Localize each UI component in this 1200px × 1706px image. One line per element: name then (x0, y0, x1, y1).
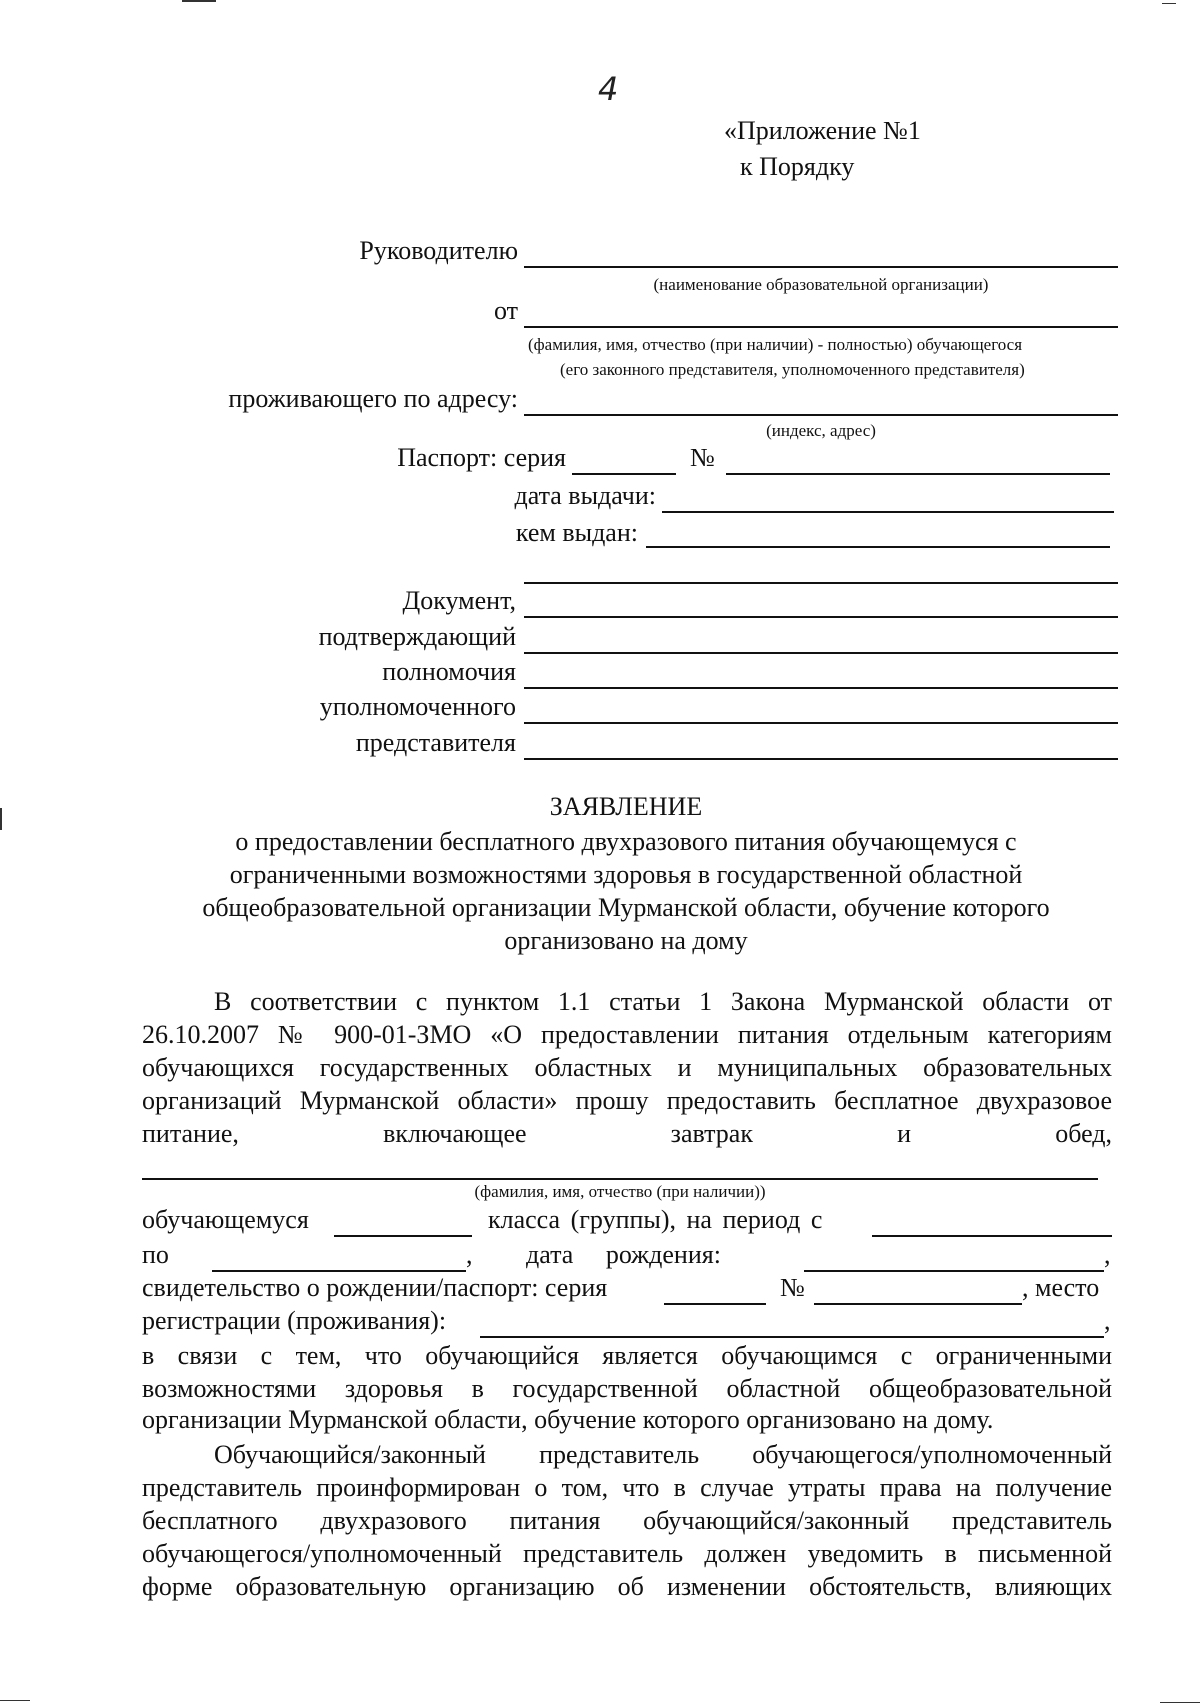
comma-1: , (466, 1240, 473, 1269)
doc-label-3: полномочия (382, 657, 516, 686)
para1-line-3: обучающихся государственных областных и муниципальных образовательных (142, 1053, 1112, 1082)
recipient-hint: (наименование образовательной организации) (653, 275, 989, 294)
address-label: проживающего по адресу: (228, 384, 518, 413)
address-hint: (индекс, адрес) (766, 421, 876, 440)
sender-hint-2: (его законного представителя, уполномоченного представителя) (560, 360, 1025, 379)
issue-date-field[interactable] (662, 511, 1114, 513)
period-to-label: по (142, 1240, 169, 1269)
doc-label-2: подтверждающий (318, 622, 516, 651)
doc-field-3[interactable] (524, 687, 1118, 689)
issued-by-label: кем выдан: (515, 518, 638, 547)
statement-subtitle-1: о предоставлении бесплатного двухразового питания обучающемуся с (235, 827, 1017, 856)
doc-field-2[interactable] (524, 652, 1118, 654)
period-to-field[interactable] (212, 1270, 466, 1272)
statement-heading: ЗАЯВЛЕНИЕ (549, 792, 703, 821)
period-from-field[interactable] (872, 1235, 1112, 1237)
passport-number-field[interactable] (726, 473, 1110, 475)
birth-date-label: дата рождения: (526, 1240, 721, 1269)
scan-artifact (1160, 1702, 1200, 1703)
sender-hint-1: (фамилия, имя, отчество (при наличии) - полностью) обучающегося (528, 335, 1023, 354)
address-field[interactable] (524, 414, 1118, 416)
student-fio-hint: (фамилия, имя, отчество (при наличии)) (474, 1182, 766, 1201)
passport-series-label: Паспорт: серия (397, 443, 566, 472)
certificate-series-label: свидетельство о рождении/паспорт: серия (142, 1273, 608, 1302)
registration-field[interactable] (480, 1336, 1104, 1338)
passport-number-label: № (690, 443, 715, 472)
para1-line-5: питание, включающее завтрак и обед, (142, 1119, 1112, 1148)
issued-by-field-2[interactable] (524, 582, 1118, 584)
passport-series-field[interactable] (572, 473, 676, 475)
statement-subtitle-3: общеобразовательной организации Мурманской области, обучение которого (202, 893, 1050, 922)
recipient-label: Руководителю (359, 236, 518, 265)
doc-label-4: уполномоченного (319, 692, 516, 721)
student-fio-field[interactable] (142, 1178, 1098, 1180)
para3-line-3: бесплатного двухразового питания обучающийся/законный представитель (142, 1506, 1112, 1535)
sender-field[interactable] (524, 326, 1118, 328)
issued-by-field[interactable] (646, 546, 1110, 548)
para2-line-3: организации Мурманской области, обучение которого организовано на дому. (142, 1405, 994, 1434)
class-period-label: класса (группы), на период с (488, 1205, 823, 1234)
para3-line-4: обучающегося/уполномоченный представитель должен уведомить в письменной (142, 1539, 1112, 1568)
page-number: 4 (598, 70, 619, 108)
doc-field-4[interactable] (524, 722, 1118, 724)
para3-line-5: форме образовательную организацию об изменении обстоятельств, влияющих (142, 1572, 1112, 1601)
para2-line-1: в связи с тем, что обучающийся является обучающимся с ограниченными (142, 1341, 1112, 1370)
doc-label-1: Документ, (402, 586, 516, 615)
scan-artifact (0, 1700, 30, 1701)
appendix-subtitle: к Порядку (740, 152, 855, 181)
appendix-title: «Приложение №1 (724, 116, 921, 145)
certificate-series-field[interactable] (664, 1303, 766, 1305)
recipient-field[interactable] (524, 266, 1118, 268)
issue-date-label: дата выдачи: (514, 481, 656, 510)
certificate-number-field[interactable] (814, 1303, 1022, 1305)
doc-field-5[interactable] (524, 758, 1118, 760)
student-label: обучающемуся (142, 1205, 309, 1234)
para1-line-4: организаций Мурманской области» прошу предоставить бесплатное двухразовое (142, 1086, 1112, 1115)
para3-line-2: представитель проинформирован о том, что в случае утраты права на получение (142, 1473, 1112, 1502)
doc-label-5: представителя (355, 728, 516, 757)
sender-label: от (493, 296, 518, 325)
para1-line-1: В соответствии с пунктом 1.1 статьи 1 Закона Мурманской области от (214, 987, 1112, 1016)
registration-label: регистрации (проживания): (142, 1306, 447, 1335)
doc-field-1[interactable] (524, 616, 1118, 618)
certificate-number-label: № (780, 1273, 805, 1302)
comma-3: , (1104, 1306, 1111, 1335)
scan-artifact (1162, 3, 1176, 4)
statement-subtitle-4: организовано на дому (504, 926, 748, 955)
scan-artifact (182, 0, 216, 2)
para3-line-1: Обучающийся/законный представитель обучающегося/уполномоченный (214, 1440, 1112, 1469)
birth-date-field[interactable] (804, 1270, 1104, 1272)
class-field[interactable] (334, 1235, 472, 1237)
comma-2: , (1104, 1240, 1111, 1269)
place-label: , место (1022, 1273, 1100, 1302)
statement-subtitle-2: ограниченными возможностями здоровья в государственной областной (229, 860, 1023, 889)
para1-line-2: 26.10.2007 № 900-01-ЗМО «О предоставлении питания отдельным категориям (142, 1020, 1112, 1049)
para2-line-2: возможностями здоровья в государственной областной общеобразовательной (142, 1374, 1112, 1403)
